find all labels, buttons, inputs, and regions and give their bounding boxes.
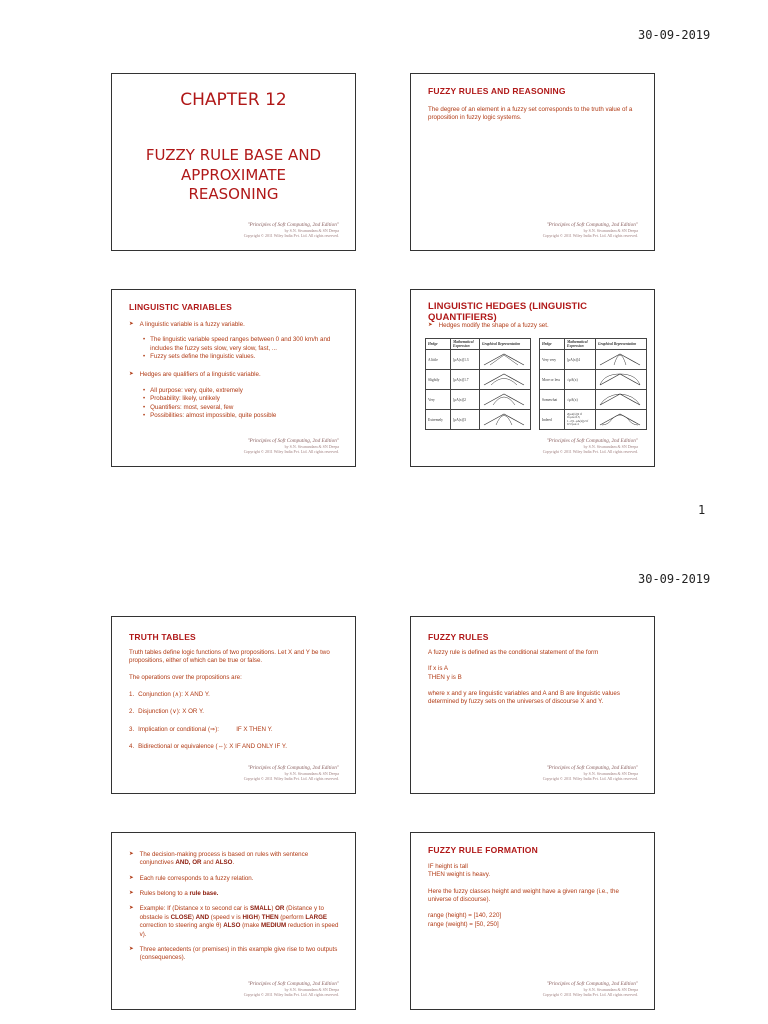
text-run: Example: If (Distance x to second car is bbox=[139, 905, 250, 913]
footer-book: "Principles of Soft Computing, 2nd Edition" bbox=[247, 981, 339, 987]
slide-title: LINGUISTIC HEDGES (LINGUISTIC QUANTIFIERS) bbox=[428, 301, 588, 323]
slide-footer bbox=[244, 438, 339, 454]
hedge-name: Indeed bbox=[540, 410, 565, 430]
keyword: SMALL bbox=[250, 905, 272, 913]
bullet: ➤ Three antecedents (or premises) in this example give rise to two outputs (consequences). bbox=[129, 946, 341, 963]
footer-copyright: Copyright © 2011 Wiley India Pvt. Ltd. All rights reserved. bbox=[243, 992, 339, 997]
sub-item-text: Probability: likely, unlikely bbox=[150, 395, 220, 403]
slide-body bbox=[129, 649, 341, 761]
hedge-name: Somewhat bbox=[540, 390, 565, 410]
hedge-graph-icon bbox=[596, 390, 647, 410]
bullet-text: Hedges modify the shape of a fuzzy set. bbox=[438, 322, 549, 329]
slide-footer bbox=[543, 765, 638, 781]
footer-copyright: Copyright © 2011 Wiley India Pvt. Ltd. All rights reserved. bbox=[542, 992, 638, 997]
footer-authors: by S.N. Sivanandam & SN Deepa bbox=[583, 444, 638, 449]
rule-then: THEN y is B bbox=[428, 673, 462, 681]
table-header: Mathematical Expression bbox=[451, 339, 480, 350]
slide-title: FUZZY RULES AND REASONING bbox=[428, 86, 566, 96]
text-run: and bbox=[201, 859, 216, 867]
list-number: 2. bbox=[129, 708, 135, 716]
hedge-expression: [μA(x)]4 bbox=[565, 350, 596, 370]
text-run: (make bbox=[240, 922, 262, 930]
text-run: ) bbox=[257, 913, 262, 921]
footer-authors: by S.N. Sivanandam & SN Deepa bbox=[284, 987, 339, 992]
sub-item: • Quantifiers: most, several, few bbox=[143, 403, 234, 411]
slide-title: FUZZY RULE FORMATION bbox=[428, 845, 538, 855]
footer-authors: by S.N. Sivanandam & SN Deepa bbox=[284, 228, 339, 233]
sub-item-text: The linguistic variable speed ranges between 0 and 300 km/h and includes the fuzzy sets slow, very slow, fast, ... bbox=[150, 336, 331, 352]
sub-item: • Possibilities: almost impossible, quite possible bbox=[143, 411, 277, 419]
keyword: LARGE bbox=[305, 913, 328, 921]
list-item bbox=[129, 691, 341, 699]
hedge-expression: √μA(x) bbox=[565, 390, 596, 410]
slide-fuzzy-rules bbox=[410, 616, 655, 794]
table-header: Hedge bbox=[426, 339, 451, 350]
slide-chapter-title bbox=[111, 73, 356, 251]
text-run: ) bbox=[191, 913, 196, 921]
body-text: Truth tables define logic functions of two propositions. Let X and Y be two propositions, either of which can be true or false. bbox=[129, 649, 330, 665]
keyword: ALSO bbox=[215, 859, 233, 867]
sub-item: • Fuzzy sets define the linguistic values. bbox=[143, 353, 256, 361]
body-text: The operations over the propositions are: bbox=[129, 673, 242, 681]
slide-linguistic-hedges bbox=[410, 289, 655, 467]
body-text: Here the fuzzy classes height and weight have a given range (i.e., the universe of discourse). bbox=[428, 887, 619, 904]
bullet-text bbox=[140, 851, 341, 868]
sub-list bbox=[143, 387, 341, 420]
footer-book: "Principles of Soft Computing, 2nd Edition" bbox=[546, 981, 638, 987]
list-text: Conjunction (∧): X AND Y. bbox=[138, 691, 210, 699]
body-text: A fuzzy rule is defined as the conditional statement of the form bbox=[428, 649, 599, 656]
bullet: ➤ Hedges modify the shape of a fuzzy set. bbox=[428, 322, 549, 329]
footer-copyright: Copyright © 2011 Wiley India Pvt. Ltd. All rights reserved. bbox=[542, 233, 638, 238]
sub-item-text: Quantifiers: most, several, few bbox=[150, 403, 234, 411]
slide-body bbox=[428, 649, 640, 715]
body-text: The degree of an element in a fuzzy set corresponds to the truth value of a proposition in fuzzy logic systems. bbox=[428, 106, 633, 122]
keyword: CLOSE bbox=[170, 913, 192, 921]
page-date: 30-09-2019 bbox=[638, 572, 711, 586]
rule-if: IF height is tall bbox=[428, 863, 468, 870]
footer-authors: by S.N. Sivanandam & SN Deepa bbox=[583, 228, 638, 233]
slide-body bbox=[428, 863, 640, 929]
hedge-expression: √μA(x) bbox=[565, 370, 596, 390]
slide-body bbox=[428, 106, 640, 131]
sub-item: • All purpose: very, quite, extremely bbox=[143, 386, 243, 394]
keyword: OR bbox=[275, 905, 285, 913]
hedge-expression: [μA(x)]2 bbox=[451, 390, 480, 410]
footer-book: "Principles of Soft Computing, 2nd Edition" bbox=[546, 765, 638, 771]
hedge-table-right bbox=[539, 338, 647, 430]
footer-book: "Principles of Soft Computing, 2nd Edition" bbox=[546, 222, 638, 228]
chapter-title: FUZZY RULE BASE AND APPROXIMATE REASONING bbox=[145, 146, 322, 203]
page-date: 30-09-2019 bbox=[638, 28, 711, 42]
keyword: AND, OR bbox=[175, 859, 202, 867]
sub-item: • The linguistic variable speed ranges between 0 and 300 km/h and includes the fuzzy sets slow, very slow, fast, ... bbox=[143, 336, 341, 353]
hedge-graph-icon bbox=[480, 350, 531, 370]
hedge-name: Very bbox=[426, 390, 451, 410]
list-item bbox=[129, 743, 341, 751]
bullet: ➤ Rules belong to a rule base. bbox=[129, 890, 219, 898]
text-run: . bbox=[232, 859, 235, 867]
range-weight: range (weight) = [50, 250] bbox=[428, 920, 499, 928]
list-text: Bidirectional or equivalence (⇔): X IF AND ONLY IF Y. bbox=[138, 743, 287, 751]
bullet-text bbox=[140, 905, 341, 938]
slide-footer bbox=[244, 222, 339, 238]
footer-copyright: Copyright © 2011 Wiley India Pvt. Ltd. All rights reserved. bbox=[243, 776, 339, 781]
range-height: range (height) = [140, 220] bbox=[428, 912, 502, 920]
text-run: correction to steering angle θ) bbox=[139, 922, 224, 930]
hedge-graph-icon bbox=[596, 410, 647, 430]
slide-footer bbox=[244, 981, 339, 997]
operation-list bbox=[129, 691, 341, 751]
table-header: Hedge bbox=[540, 339, 565, 350]
keyword: HIGH bbox=[242, 913, 258, 921]
text-run: ) bbox=[271, 905, 276, 913]
sub-item-text: Possibilities: almost impossible, quite possible bbox=[150, 411, 277, 419]
chapter-number: CHAPTER 12 bbox=[180, 90, 287, 110]
table-header: Mathematical Expression bbox=[565, 339, 596, 350]
text-run: Rules belong to a bbox=[139, 890, 190, 898]
slide-title: TRUTH TABLES bbox=[129, 632, 196, 642]
list-number: 3. bbox=[129, 725, 135, 733]
hedge-expression: [μA(x)]1.7 bbox=[451, 370, 480, 390]
slide-body bbox=[129, 851, 341, 970]
text-run: The decision-making process is based on rules with sentence conjunctives bbox=[139, 851, 309, 867]
hedge-name: Slightly bbox=[426, 370, 451, 390]
bullet-text: Three antecedents (or premises) in this example give rise to two outputs (consequences). bbox=[139, 945, 338, 962]
slide-rule-base bbox=[111, 832, 356, 1010]
hedge-name: More or less bbox=[540, 370, 565, 390]
text-run: (speed v is bbox=[209, 913, 243, 921]
bullet: ➤ A linguistic variable is a fuzzy variable. bbox=[129, 321, 245, 328]
bullet: ➤ Hedges are qualifiers of a linguistic variable. bbox=[129, 371, 261, 379]
slide-body bbox=[129, 321, 341, 420]
text-run: reduction in speed v). bbox=[139, 922, 339, 938]
keyword: THEN bbox=[261, 913, 279, 921]
footer-book: "Principles of Soft Computing, 2nd Edition" bbox=[546, 438, 638, 444]
hedge-table-left bbox=[425, 338, 531, 430]
hedge-graph-icon bbox=[596, 370, 647, 390]
footer-copyright: Copyright © 2011 Wiley India Pvt. Ltd. All rights reserved. bbox=[542, 449, 638, 454]
footer-copyright: Copyright © 2011 Wiley India Pvt. Ltd. All rights reserved. bbox=[542, 776, 638, 781]
footer-authors: by S.N. Sivanandam & SN Deepa bbox=[284, 444, 339, 449]
slide-fuzzy-rules-reasoning bbox=[410, 73, 655, 251]
keyword: AND bbox=[195, 913, 210, 921]
list-text: Disjunction (∨): X OR Y. bbox=[138, 708, 205, 716]
hedge-graph-icon bbox=[480, 370, 531, 390]
bullet-text: Each rule corresponds to a fuzzy relation. bbox=[139, 874, 254, 882]
bullet: ➤ Each rule corresponds to a fuzzy relation. bbox=[129, 874, 254, 882]
footer-book: "Principles of Soft Computing, 2nd Edition" bbox=[247, 438, 339, 444]
hedge-name: A little bbox=[426, 350, 451, 370]
footer-copyright: Copyright © 2011 Wiley India Pvt. Ltd. All rights reserved. bbox=[243, 449, 339, 454]
slide-footer bbox=[244, 765, 339, 781]
slide-footer bbox=[543, 438, 638, 454]
slide-body bbox=[428, 322, 640, 337]
text-run: (perform bbox=[278, 913, 306, 921]
slide-footer bbox=[543, 981, 638, 997]
sub-item: • Probability: likely, unlikely bbox=[143, 395, 220, 403]
sub-item-text: Fuzzy sets define the linguistic values. bbox=[150, 353, 256, 361]
page-number: 1 bbox=[698, 503, 706, 517]
list-number: 4. bbox=[129, 743, 135, 751]
footer-book: "Principles of Soft Computing, 2nd Edition" bbox=[247, 765, 339, 771]
bullet-text: A linguistic variable is a fuzzy variable. bbox=[139, 321, 245, 328]
footer-authors: by S.N. Sivanandam & SN Deepa bbox=[284, 771, 339, 776]
table-header: Graphical Representation bbox=[480, 339, 531, 350]
keyword: MEDIUM bbox=[261, 922, 287, 930]
sub-item-text: All purpose: very, quite, extremely bbox=[150, 386, 243, 394]
bullet-text bbox=[140, 890, 219, 898]
footer-copyright: Copyright © 2011 Wiley India Pvt. Ltd. All rights reserved. bbox=[243, 233, 339, 238]
bullet: ➤ Example: If (Distance x to second car is SMALL) OR (Distance y to obstacle is CLOSE) AND (speed v is HIGH) THEN (perform LARGE correction to steering angle θ) ALSO (make MEDIUM reduction in speed v). bbox=[129, 905, 341, 938]
hedge-name: Extremely bbox=[426, 410, 451, 430]
footer-authors: by S.N. Sivanandam & SN Deepa bbox=[583, 771, 638, 776]
slide-truth-tables bbox=[111, 616, 356, 794]
list-number: 1. bbox=[129, 691, 135, 699]
list-item bbox=[129, 726, 341, 734]
list-item bbox=[129, 708, 341, 716]
slide-title: FUZZY RULES bbox=[428, 632, 489, 642]
list-text: Implication or conditional (⇒): IF X THEN Y. bbox=[138, 725, 273, 733]
slide-linguistic-variables bbox=[111, 289, 356, 467]
hedge-graph-icon bbox=[596, 350, 647, 370]
bullet: ➤ The decision-making process is based on rules with sentence conjunctives AND, OR and ALSO. bbox=[129, 851, 341, 868]
bullet-text: Hedges are qualifiers of a linguistic variable. bbox=[139, 371, 261, 379]
rule-if: If x is A bbox=[428, 665, 448, 673]
hedge-name: Very very bbox=[540, 350, 565, 370]
hedge-graph-icon bbox=[480, 390, 531, 410]
footer-book: "Principles of Soft Computing, 2nd Edition" bbox=[247, 222, 339, 228]
hedge-expression: [μA(x)]1.3 bbox=[451, 350, 480, 370]
rule-then: THEN weight is heavy. bbox=[428, 871, 491, 879]
hedge-expression: 2[μA(x)]2 if 0≤μA≤0.5; 1−2[1−μA(x)]2 if 0.5<μA≤1 bbox=[565, 410, 596, 430]
footer-authors: by S.N. Sivanandam & SN Deepa bbox=[583, 987, 638, 992]
keyword: rule base. bbox=[189, 890, 219, 898]
slide-footer bbox=[543, 222, 638, 238]
table-header: Graphical Representation bbox=[596, 339, 647, 350]
body-text: where x and y are linguistic variables and A and B are linguistic values determined by fuzzy sets on the universes of discourse X and Y. bbox=[428, 690, 620, 706]
slide-title: LINGUISTIC VARIABLES bbox=[129, 302, 233, 312]
hedge-expression: [μA(x)]3 bbox=[451, 410, 480, 430]
keyword: ALSO bbox=[223, 922, 241, 930]
text-run: (Distance y to obstacle is bbox=[139, 905, 324, 921]
slide-fuzzy-rule-formation bbox=[410, 832, 655, 1010]
hedge-graph-icon bbox=[480, 410, 531, 430]
sub-list bbox=[143, 336, 341, 361]
